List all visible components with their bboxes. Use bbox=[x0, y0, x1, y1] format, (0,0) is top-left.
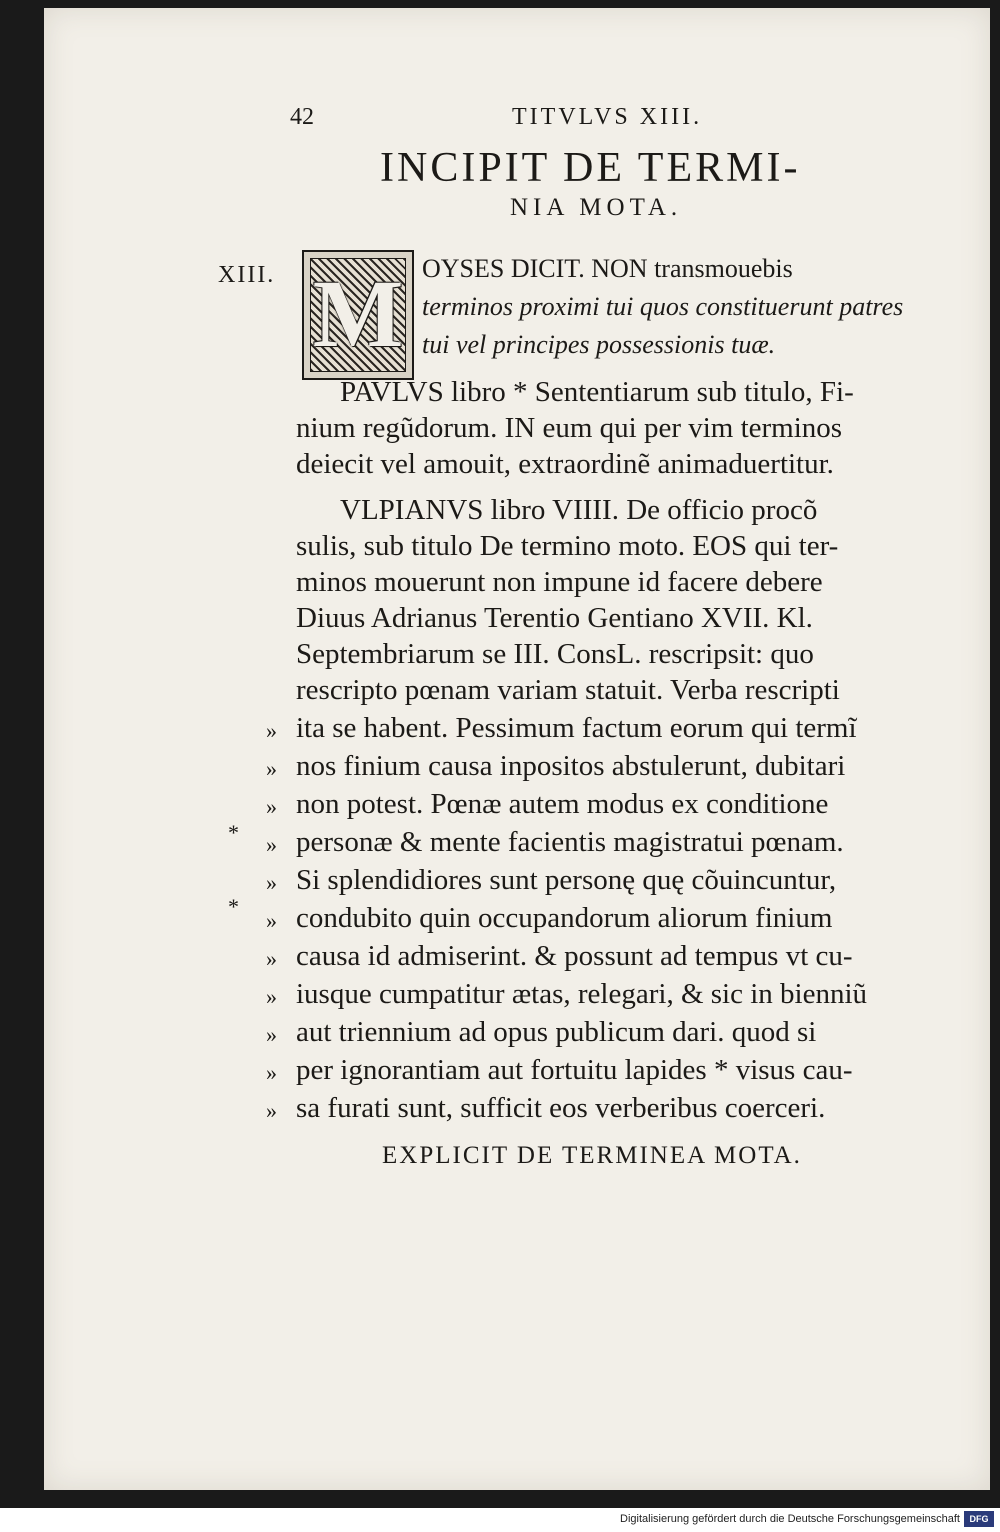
ulpianus-line-1: VLPIANVS libro VIIII. De officio procõ bbox=[340, 494, 818, 526]
quoted-line-1: ita se habent. Pessimum factum eorum qui termĩ bbox=[296, 712, 857, 744]
book-page bbox=[44, 8, 990, 1490]
quoted-line-9: aut triennium ad opus publicum dari. quod si bbox=[296, 1016, 817, 1048]
running-head: TITVLVS XIII. bbox=[512, 104, 703, 130]
heading-line-2: NIA MOTA. bbox=[510, 194, 683, 221]
footer-credit: Digitalisierung gefördert durch die Deutsche Forschungsgemeinschaft bbox=[620, 1513, 960, 1525]
quote-mark: » bbox=[266, 984, 277, 1009]
initial-letter: M bbox=[312, 260, 404, 367]
margin-asterisk: * bbox=[228, 894, 239, 919]
quoted-line-11: sa furati sunt, sufficit eos verberibus coerceri. bbox=[296, 1092, 826, 1124]
paulus-line-3: deiecit vel amouit, extraordinẽ animaduertitur. bbox=[296, 448, 834, 480]
quoted-line-7: causa id admiserint. & possunt ad tempus vt cu- bbox=[296, 940, 853, 972]
quote-mark: » bbox=[266, 946, 277, 971]
quoted-line-4: personæ & mente facientis magistratui pœnam. bbox=[296, 826, 844, 858]
quote-mark: » bbox=[266, 908, 277, 933]
page-number: 42 bbox=[290, 104, 314, 130]
moyses-line-1: OYSES DICIT. NON transmouebis bbox=[422, 254, 793, 283]
heading-line-1: INCIPIT DE TERMI- bbox=[380, 145, 801, 191]
moyses-line-3: tui vel principes possessionis tuæ. bbox=[422, 330, 776, 359]
quoted-line-10: per ignorantiam aut fortuitu lapides * visus cau- bbox=[296, 1054, 853, 1086]
quote-mark: » bbox=[266, 832, 277, 857]
quote-mark: » bbox=[266, 718, 277, 743]
quoted-line-8: iusque cumpatitur ætas, relegari, & sic in bienniũ bbox=[296, 978, 868, 1010]
quoted-line-6: condubito quin occupandorum aliorum finium bbox=[296, 902, 833, 934]
quote-mark: » bbox=[266, 1098, 277, 1123]
quote-mark: » bbox=[266, 756, 277, 781]
margin-asterisk: * bbox=[228, 820, 239, 845]
ulpianus-line-6: rescripto pœnam variam statuit. Verba rescripti bbox=[296, 674, 840, 706]
explicit-line: EXPLICIT DE TERMINEA MOTA. bbox=[382, 1142, 802, 1169]
quoted-line-2: nos finium causa inpositos abstulerunt, dubitari bbox=[296, 750, 846, 782]
quote-mark: » bbox=[266, 794, 277, 819]
quote-mark: » bbox=[266, 870, 277, 895]
ulpianus-line-3: minos mouerunt non impune id facere debere bbox=[296, 566, 823, 598]
quote-mark: » bbox=[266, 1022, 277, 1047]
moyses-line-2: terminos proximi tui quos constituerunt patres bbox=[422, 292, 904, 321]
decorated-initial bbox=[302, 250, 414, 380]
ulpianus-line-4: Diuus Adrianus Terentio Gentiano XVII. Kl. bbox=[296, 602, 813, 634]
dfg-logo-icon: DFG bbox=[964, 1511, 994, 1527]
paulus-line-1: PAVLVS libro * Sententiarum sub titulo, Fi- bbox=[340, 376, 854, 408]
ulpianus-line-5: Septembriarum se III. ConsL. rescripsit: quo bbox=[296, 638, 814, 670]
quote-mark: » bbox=[266, 1060, 277, 1085]
ulpianus-line-2: sulis, sub titulo De termino moto. EOS qui ter- bbox=[296, 530, 839, 562]
paulus-line-2: nium regũdorum. IN eum qui per vim terminos bbox=[296, 412, 843, 444]
section-number: XIII. bbox=[218, 262, 276, 288]
quoted-line-5: Si splendidiores sunt personę quę cõuincuntur, bbox=[296, 864, 837, 896]
quoted-line-3: non potest. Pœnæ autem modus ex conditione bbox=[296, 788, 829, 820]
